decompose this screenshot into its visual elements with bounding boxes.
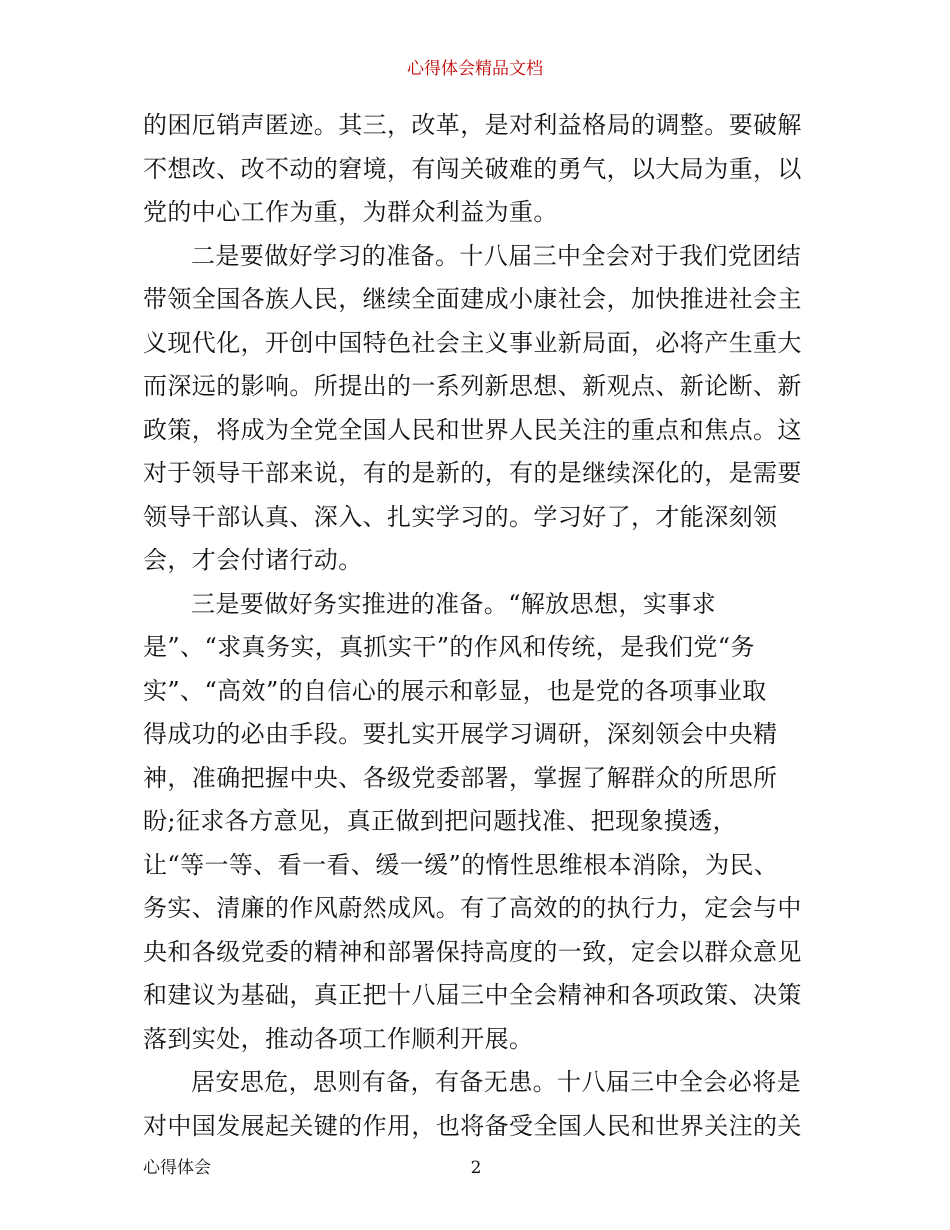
- body-line: 政策，将成为全党全国人民和世界人民关注的重点和焦点。这: [143, 415, 802, 444]
- body-line: 央和各级党委的精神和部署保持高度的一致，定会以群众意见: [143, 937, 802, 966]
- body-line: 会，才会付诸行动。: [143, 546, 363, 574]
- body-line: 盼;征求各方意见，真正做到把问题找准、把现象摸透，: [143, 807, 738, 835]
- body-line: 是”、“求真务实，真抓实干”的作风和传统，是我们党“务: [143, 633, 755, 661]
- body-line: 领导干部认真、深入、扎实学习的。学习好了，才能深刻领: [143, 502, 778, 531]
- body-line: 落到实处，推动各项工作顺利开展。: [143, 1024, 534, 1053]
- document-header-title: 心得体会精品文档: [407, 59, 543, 79]
- body-line: 义现代化，开创中国特色社会主义事业新局面，必将产生重大: [143, 328, 802, 357]
- body-line: 带领全国各族人民，继续全面建成小康社会，加快推进社会主: [143, 285, 802, 313]
- body-line: 和建议为基础，真正把十八届三中全会精神和各项政策、决策: [143, 981, 802, 1009]
- body-line: 得成功的必由手段。要扎实开展学习调研，深刻领会中央精: [143, 720, 778, 748]
- footer-label: 心得体会: [143, 1158, 211, 1178]
- body-line: 党的中心工作为重，为群众利益为重。: [143, 198, 558, 226]
- body-line: 二是要做好学习的准备。十八届三中全会对于我们党团结: [191, 241, 801, 270]
- page-number: 2: [470, 1158, 482, 1178]
- body-line: 实”、“高效”的自信心的展示和彰显，也是党的各项事业取: [143, 676, 767, 705]
- body-line: 不想改、改不动的窘境，有闯关破难的勇气，以大局为重，以: [143, 154, 802, 183]
- body-line: 对于领导干部来说，有的是新的，有的是继续深化的，是需要: [143, 459, 802, 487]
- body-line: 三是要做好务实推进的准备。“解放思想，实事求: [191, 589, 717, 618]
- body-line: 让“等一等、看一看、缓一缓”的惰性思维根本消除，为民、: [143, 850, 779, 879]
- document-body: [143, 104, 811, 1148]
- body-line: 对中国发展起关键的作用，也将备受全国人民和世界关注的关: [143, 1111, 802, 1140]
- body-line: 神，准确把握中央、各级党委部署，掌握了解群众的所思所: [143, 763, 778, 792]
- body-line: 的困厄销声匿迹。其三，改革，是对利益格局的调整。要破解: [143, 111, 802, 139]
- body-line: 务实、清廉的作风蔚然成风。有了高效的的执行力，定会与中: [143, 894, 802, 922]
- body-line: 居安思危，思则有备，有备无患。十八届三中全会必将是: [191, 1068, 801, 1096]
- body-line: 而深远的影响。所提出的一系列新思想、新观点、新论断、新: [143, 372, 802, 400]
